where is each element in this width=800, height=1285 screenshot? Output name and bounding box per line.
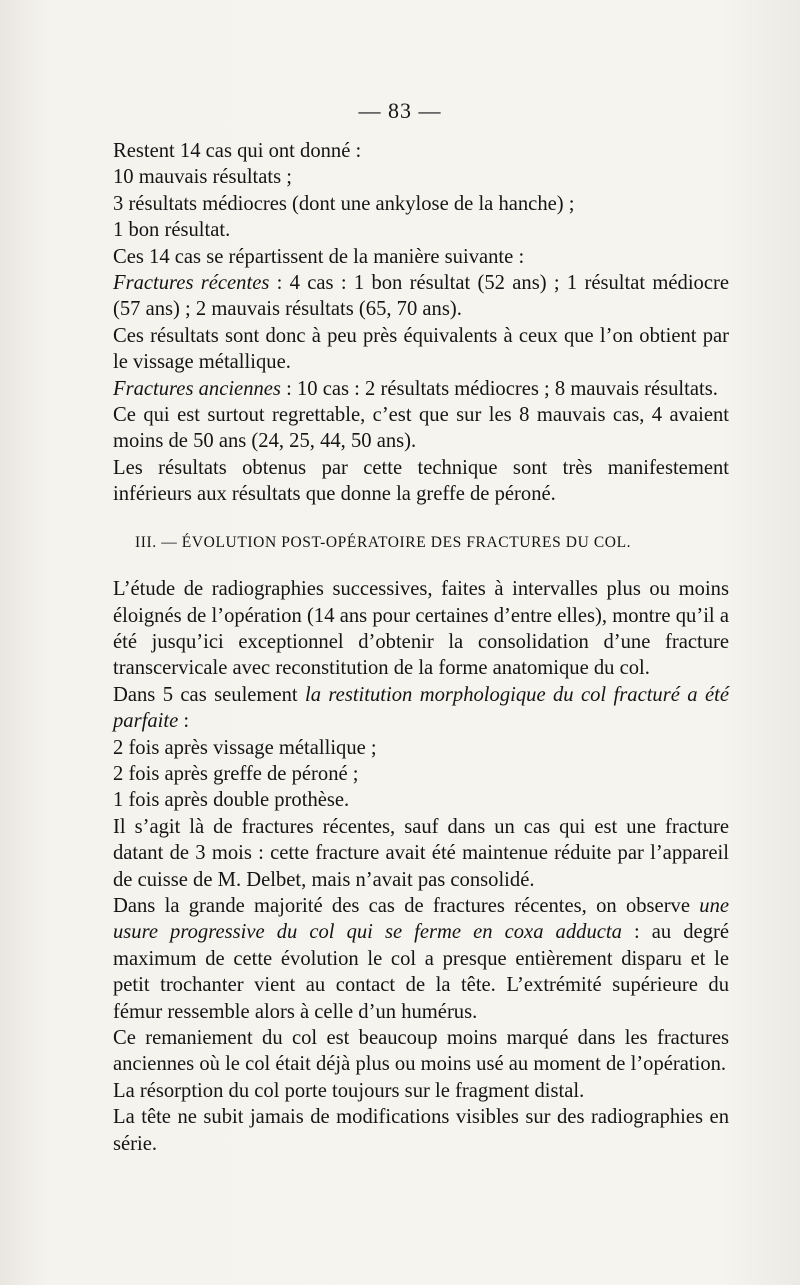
- list-item: 1 bon résultat.: [113, 219, 231, 242]
- cinq-cas-after: :: [178, 710, 190, 733]
- majorite-italic: une usure progressive du col qui se ferme en coxa adducta: [113, 894, 729, 944]
- paragraph-tete: La tête ne subit jamais de modifications visibles sur des radiographies en série.: [113, 1106, 729, 1155]
- paragraph-restent: Restent 14 cas qui ont donné :: [113, 140, 362, 162]
- paragraph-fractures-anciennes: [113, 376, 729, 402]
- fractures-anciennes-label: Fractures anciennes: [113, 377, 281, 400]
- list-item: 2 fois après vissage métallique ;: [113, 736, 377, 759]
- fractures-recentes-text: : 4 cas : 1 bon résultat (52 ans) ; 1 résultat médiocre (57 ans) ; 2 mauvais résultats (65, 70 ans).: [113, 272, 729, 321]
- paragraph-majorite: [113, 893, 729, 1025]
- paragraph-inferieurs: Les résultats obtenus par cette technique sont très manifestement inférieurs aux résultats que donne la greffe de péroné.: [113, 456, 729, 506]
- list-item: 2 fois après greffe de péroné ;: [113, 762, 359, 785]
- cinq-cas-italic: la restitution morphologique du col fracturé a été parfaite: [113, 683, 729, 733]
- section-heading: III. — ÉVOLUTION POST-OPÉRATOIRE DES FRACTURES DU COL.: [135, 533, 632, 551]
- paragraph-equivalents: Ces résultats sont donc à peu près équivalents à ceux que l’on obtient par le vissage métallique.: [113, 324, 729, 374]
- majorite-before: Dans la grande majorité des cas de fractures récentes, on observe: [113, 894, 700, 917]
- paragraph-fractures-recentes: [113, 270, 729, 323]
- fractures-anciennes-text: : 10 cas : 2 résultats médiocres ; 8 mauvais résultats.: [280, 377, 718, 400]
- list-item: 1 fois après double prothèse.: [113, 789, 350, 812]
- paragraph-remaniement: Ce remaniement du col est beaucoup moins marqué dans les fractures anciennes où le col était déjà plus ou moins usé au moment de l’opération.: [113, 1027, 729, 1076]
- page-number: — 83 —: [358, 98, 442, 123]
- paragraph-sagit: Il s’agit là de fractures récentes, sauf dans un cas qui est une fracture datant de 3 mois : cette fracture avait été maintenue réduite par l’appareil de cuisse de M. Delbet, mais n’avait pas consolidé.: [113, 815, 729, 891]
- list-item: 3 résultats médiocres (dont une ankylose de la hanche) ;: [113, 192, 575, 215]
- paragraph-cinq-cas: [113, 682, 729, 735]
- paragraph-regrettable: Ce qui est surtout regrettable, c’est que sur les 8 mauvais cas, 4 avaient moins de 50 ans (24, 25, 44, 50 ans).: [113, 404, 729, 453]
- paragraph-repartition: Ces 14 cas se répartissent de la manière suivante :: [113, 245, 525, 268]
- cinq-cas-before: Dans 5 cas seulement: [113, 683, 306, 706]
- fractures-recentes-label: Fractures récentes: [113, 272, 270, 295]
- paragraph-etude: L’étude de radiographies successives, faites à intervalles plus ou moins éloignés de l’opération (14 ans pour certaines d’entre elles), montre qu’il a été jusqu’ici exceptionnel d’obtenir la consolidation d’une fracture transcervicale avec reconstitution de la forme anatomique du col.: [113, 578, 729, 680]
- list-item: 10 mauvais résultats ;: [113, 166, 293, 189]
- paragraph-resorption: La résorption du col porte toujours sur le fragment distal.: [113, 1079, 585, 1102]
- majorite-after: : au degré maximum de cette évolution le col a presque entièrement disparu et le petit trochanter vient au contact de la tête. L’extrémité supérieure du fémur ressemble alors à celle d’un humérus.: [113, 921, 729, 1023]
- body-text: [113, 138, 729, 1157]
